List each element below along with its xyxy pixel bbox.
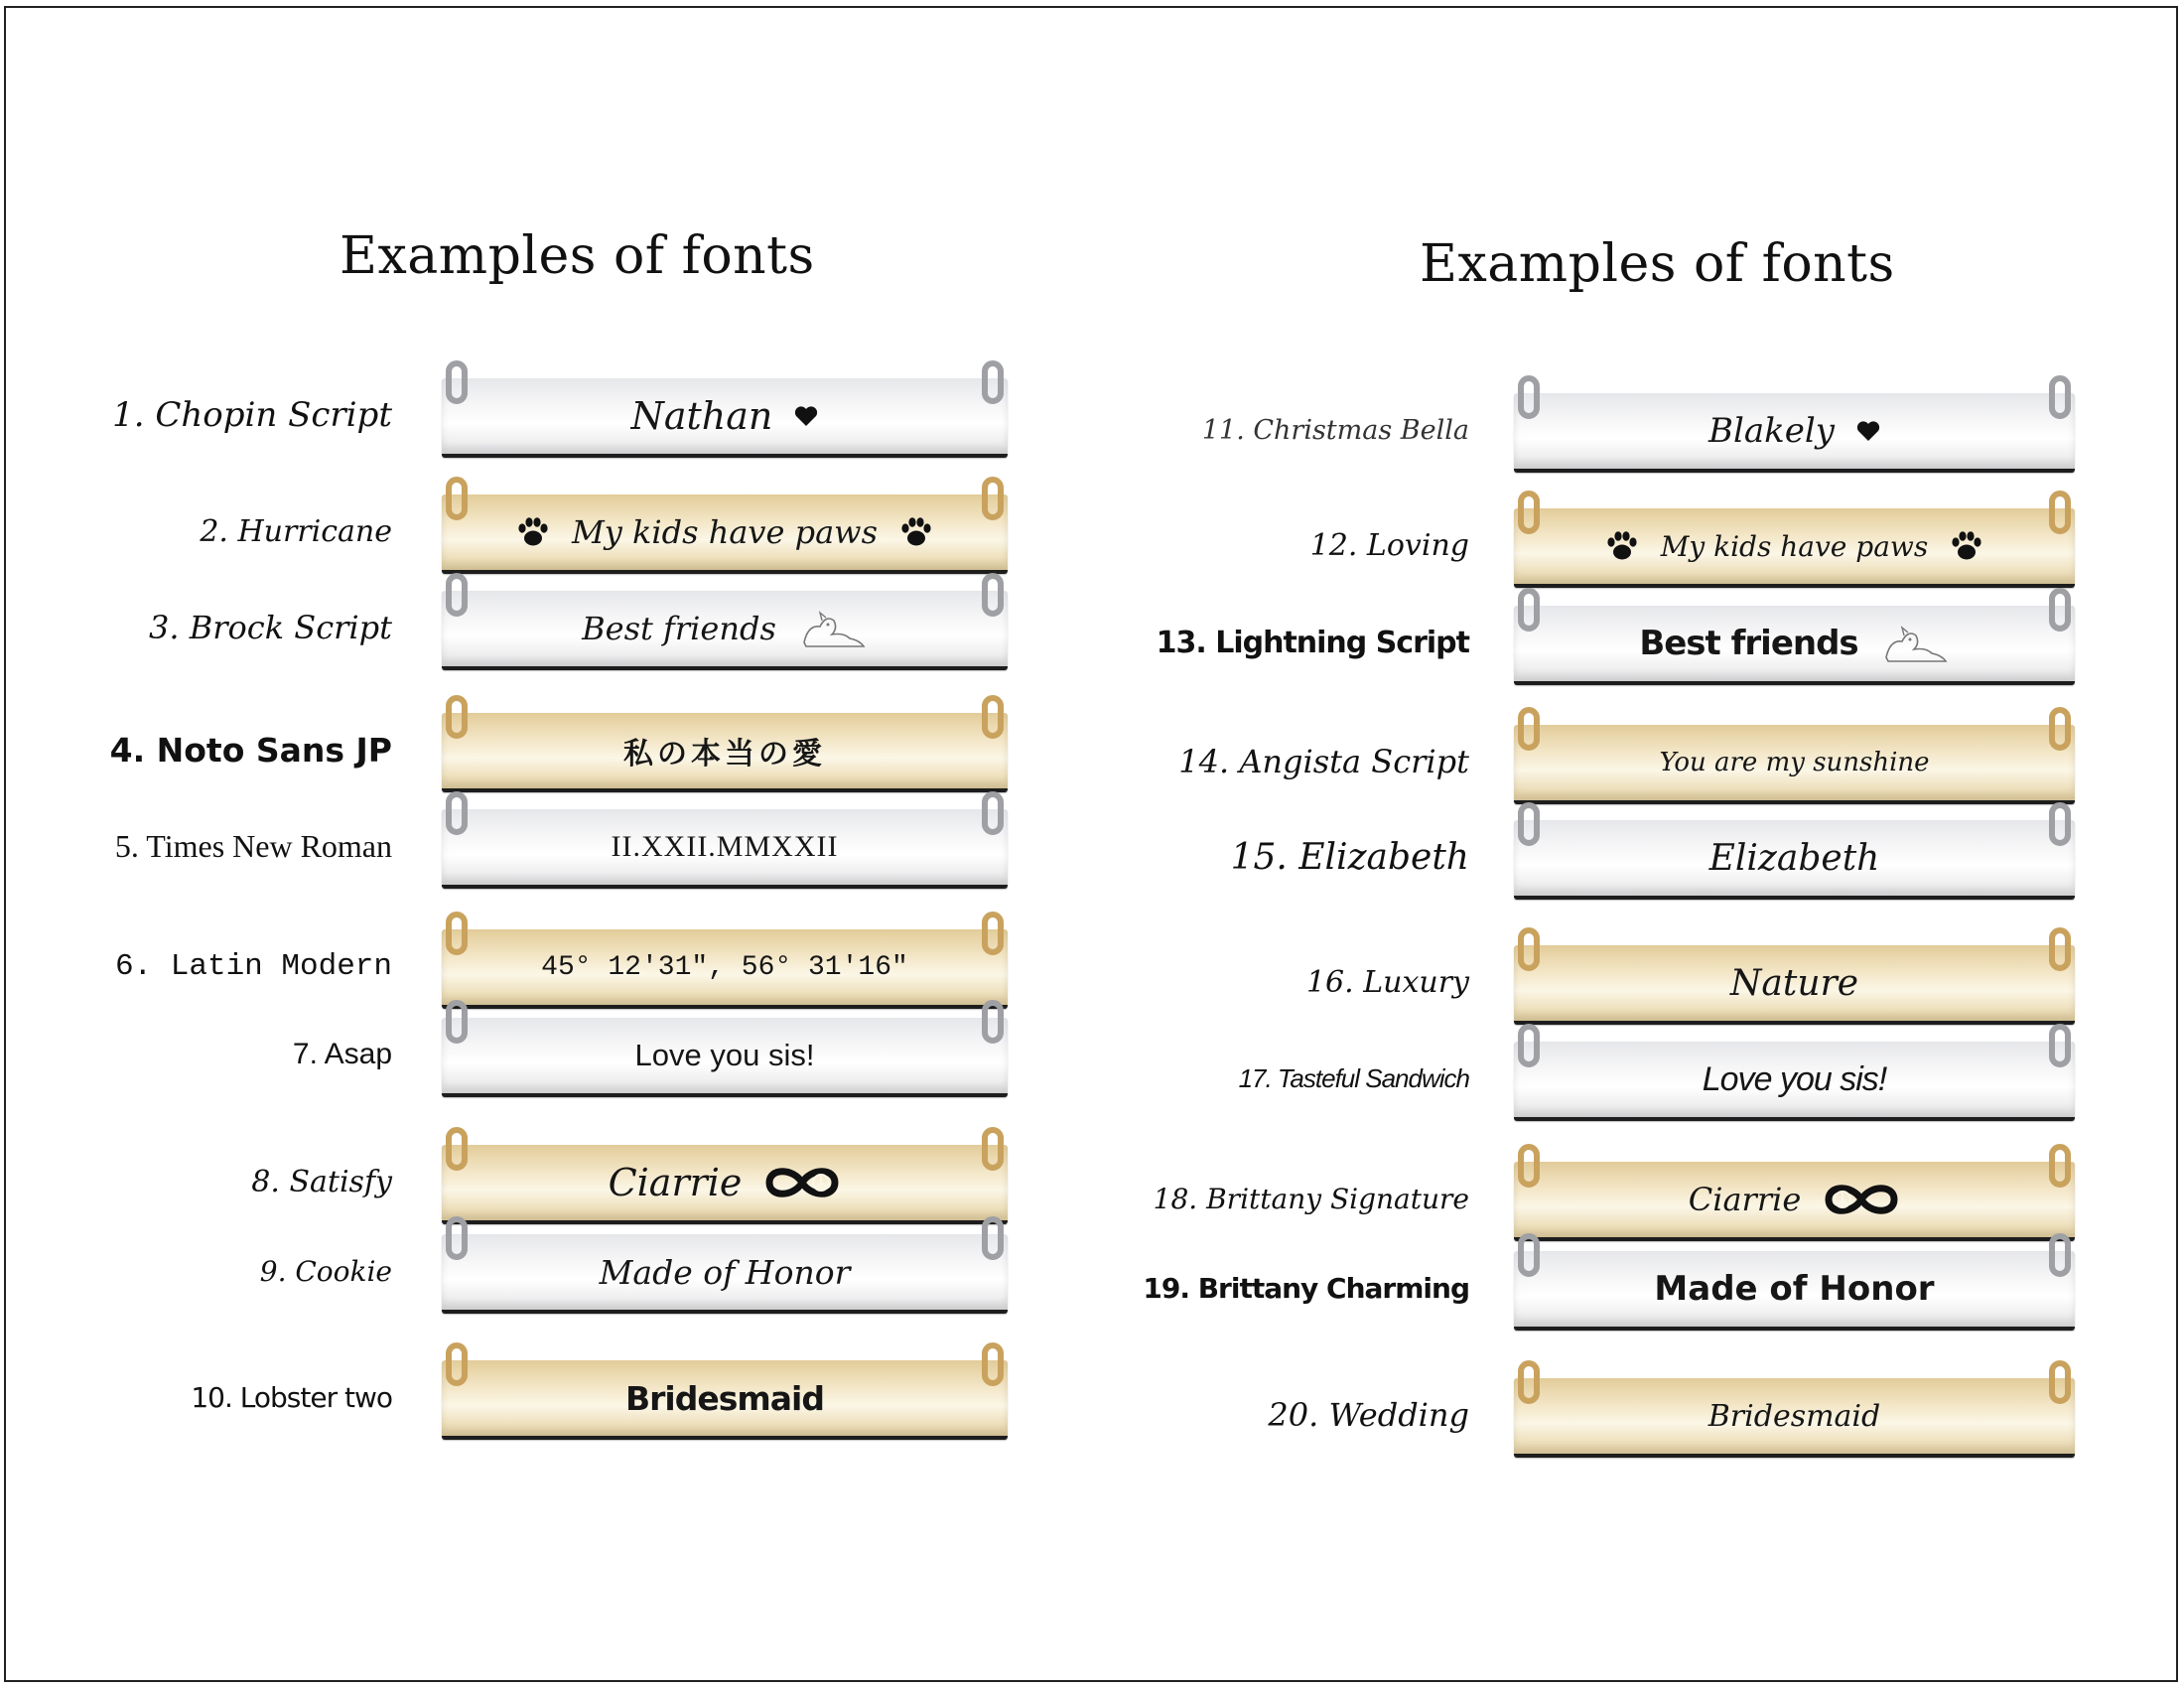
- engraving-text: Love you sis!: [634, 1038, 815, 1072]
- bar-sample: [442, 1234, 1008, 1314]
- left-heading: Examples of fonts: [340, 226, 815, 286]
- jump-ring-icon: [982, 477, 1004, 520]
- jump-ring-icon: [446, 791, 468, 835]
- engraving-text: Best friends: [1639, 624, 1858, 663]
- jump-ring-icon: [2049, 1360, 2071, 1404]
- engraving-text: Nature: [1729, 962, 1859, 1004]
- bar-sample: [442, 378, 1008, 458]
- font-row-1: [0, 360, 1092, 470]
- font-label: 11. Christmas Bella: [1201, 414, 1469, 446]
- font-label: 15. Elizabeth: [1230, 836, 1469, 878]
- font-row-15: [1092, 802, 2184, 912]
- engraving-text: Bridesmaid: [1707, 1398, 1881, 1434]
- jump-ring-icon: [2049, 802, 2071, 846]
- engraving-text: Blakely: [1708, 411, 1835, 451]
- jump-ring-icon: [982, 695, 1004, 739]
- jump-ring-icon: [1518, 1144, 1540, 1188]
- jump-ring-icon: [1518, 1233, 1540, 1277]
- font-row-17: [1092, 1024, 2184, 1133]
- bar-sample: [1514, 508, 2075, 588]
- jump-ring-icon: [446, 1342, 468, 1386]
- font-label: 9. Cookie: [259, 1254, 392, 1288]
- font-label: 3. Brock Script: [149, 609, 392, 646]
- jump-ring-icon: [2049, 707, 2071, 751]
- jump-ring-icon: [446, 695, 468, 739]
- font-row-20: [1092, 1360, 2184, 1470]
- jump-ring-icon: [982, 791, 1004, 835]
- dog-cat-sketch-icon: [1880, 622, 1950, 665]
- engraving-text: 私の本当の愛: [623, 737, 826, 772]
- jump-ring-icon: [982, 1127, 1004, 1171]
- font-row-13: [1092, 588, 2184, 697]
- paw-print-icon: [899, 516, 933, 548]
- engraving-text: Ciarrie: [608, 1161, 743, 1204]
- font-row-9: [0, 1216, 1092, 1326]
- jump-ring-icon: [1518, 1024, 1540, 1067]
- font-label: 1. Chopin Script: [112, 395, 392, 435]
- jump-ring-icon: [1518, 375, 1540, 419]
- engraving-text: Love you sis!: [1702, 1059, 1887, 1098]
- engraving-text: 45° 12'31", 56° 31'16": [541, 951, 908, 983]
- font-row-19: [1092, 1233, 2184, 1342]
- bar-sample: [442, 929, 1008, 1009]
- jump-ring-icon: [446, 1216, 468, 1260]
- jump-ring-icon: [982, 1342, 1004, 1386]
- bar-sample: [1514, 1042, 2075, 1121]
- jump-ring-icon: [2049, 375, 2071, 419]
- font-row-2: [0, 477, 1092, 586]
- font-label: 4. Noto Sans JP: [109, 730, 392, 770]
- jump-ring-icon: [982, 1000, 1004, 1044]
- bar-sample: [442, 1360, 1008, 1440]
- bar-sample: [1514, 606, 2075, 685]
- jump-ring-icon: [2049, 1233, 2071, 1277]
- font-label: 20. Wedding: [1268, 1396, 1469, 1434]
- jump-ring-icon: [1518, 707, 1540, 751]
- paw-print-icon: [1605, 530, 1639, 562]
- jump-ring-icon: [2049, 491, 2071, 534]
- jump-ring-icon: [982, 573, 1004, 617]
- jump-ring-icon: [446, 1127, 468, 1171]
- font-row-14: [1092, 707, 2184, 816]
- font-row-7: [0, 1000, 1092, 1109]
- engraving-text: Best friends: [582, 610, 776, 647]
- font-label: 19. Brittany Charming: [1143, 1271, 1469, 1305]
- right-heading: Examples of fonts: [1420, 234, 1895, 294]
- font-label: 17. Tasteful Sandwich: [1238, 1062, 1469, 1093]
- jump-ring-icon: [1518, 588, 1540, 632]
- jump-ring-icon: [982, 1216, 1004, 1260]
- jump-ring-icon: [446, 477, 468, 520]
- bar-sample: [1514, 725, 2075, 804]
- font-row-12: [1092, 491, 2184, 600]
- engraving-text: Nathan: [630, 394, 773, 438]
- jump-ring-icon: [446, 912, 468, 955]
- bar-sample: [1514, 393, 2075, 473]
- font-label: 6. Latin Modern: [114, 948, 392, 984]
- jump-ring-icon: [446, 360, 468, 404]
- jump-ring-icon: [446, 573, 468, 617]
- bar-sample: [1514, 820, 2075, 900]
- bar-sample: [1514, 945, 2075, 1025]
- paw-print-icon: [1950, 530, 1983, 562]
- font-label: 8. Satisfy: [251, 1164, 392, 1199]
- font-label: 12. Loving: [1309, 527, 1469, 563]
- font-row-16: [1092, 927, 2184, 1037]
- engraving-text: Ciarrie: [1688, 1181, 1802, 1218]
- infinity-peace-icon: [763, 1164, 841, 1201]
- bar-sample: [442, 713, 1008, 792]
- font-label: 10. Lobster two: [191, 1380, 392, 1414]
- jump-ring-icon: [2049, 1024, 2071, 1067]
- jump-ring-icon: [982, 912, 1004, 955]
- jump-ring-icon: [2049, 927, 2071, 971]
- heart-icon: [794, 405, 818, 427]
- jump-ring-icon: [1518, 802, 1540, 846]
- engraving-text: You are my sunshine: [1659, 748, 1930, 777]
- heart-icon: [1856, 420, 1880, 442]
- font-row-10: [0, 1342, 1092, 1452]
- jump-ring-icon: [982, 360, 1004, 404]
- jump-ring-icon: [1518, 927, 1540, 971]
- engraving-text: Bridesmaid: [625, 1378, 824, 1418]
- bar-sample: [442, 494, 1008, 574]
- font-label: 13. Lightning Script: [1156, 625, 1469, 660]
- bar-sample: [442, 591, 1008, 670]
- bar-sample: [442, 1145, 1008, 1224]
- font-row-5: [0, 791, 1092, 901]
- jump-ring-icon: [1518, 491, 1540, 534]
- font-label: 18. Brittany Signature: [1153, 1182, 1469, 1215]
- bar-sample: [1514, 1162, 2075, 1241]
- paw-print-icon: [516, 516, 550, 548]
- font-examples-right: [1092, 0, 2184, 1688]
- font-label: 16. Luxury: [1305, 964, 1469, 1000]
- engraving-text: Made of Honor: [1654, 1269, 1935, 1309]
- bar-sample: [442, 1018, 1008, 1097]
- engraving-text: My kids have paws: [572, 513, 878, 551]
- font-label: 5. Times New Roman: [114, 827, 392, 864]
- jump-ring-icon: [446, 1000, 468, 1044]
- font-row-11: [1092, 375, 2184, 485]
- jump-ring-icon: [2049, 588, 2071, 632]
- font-row-3: [0, 573, 1092, 682]
- engraving-text: Made of Honor: [599, 1252, 851, 1292]
- dog-cat-sketch-icon: [798, 607, 868, 650]
- font-label: 14. Angista Script: [1178, 743, 1469, 780]
- font-label: 7. Asap: [292, 1038, 392, 1070]
- bar-sample: [1514, 1251, 2075, 1331]
- bar-sample: [1514, 1378, 2075, 1458]
- bar-sample: [442, 809, 1008, 889]
- engraving-text: Elizabeth: [1708, 837, 1880, 879]
- jump-ring-icon: [2049, 1144, 2071, 1188]
- engraving-text: II.XXII.MMXXII: [611, 830, 839, 863]
- font-label: 2. Hurricane: [200, 513, 392, 549]
- jump-ring-icon: [1518, 1360, 1540, 1404]
- infinity-peace-icon: [1823, 1181, 1900, 1218]
- font-row-4: [0, 695, 1092, 804]
- engraving-text: My kids have paws: [1660, 529, 1929, 563]
